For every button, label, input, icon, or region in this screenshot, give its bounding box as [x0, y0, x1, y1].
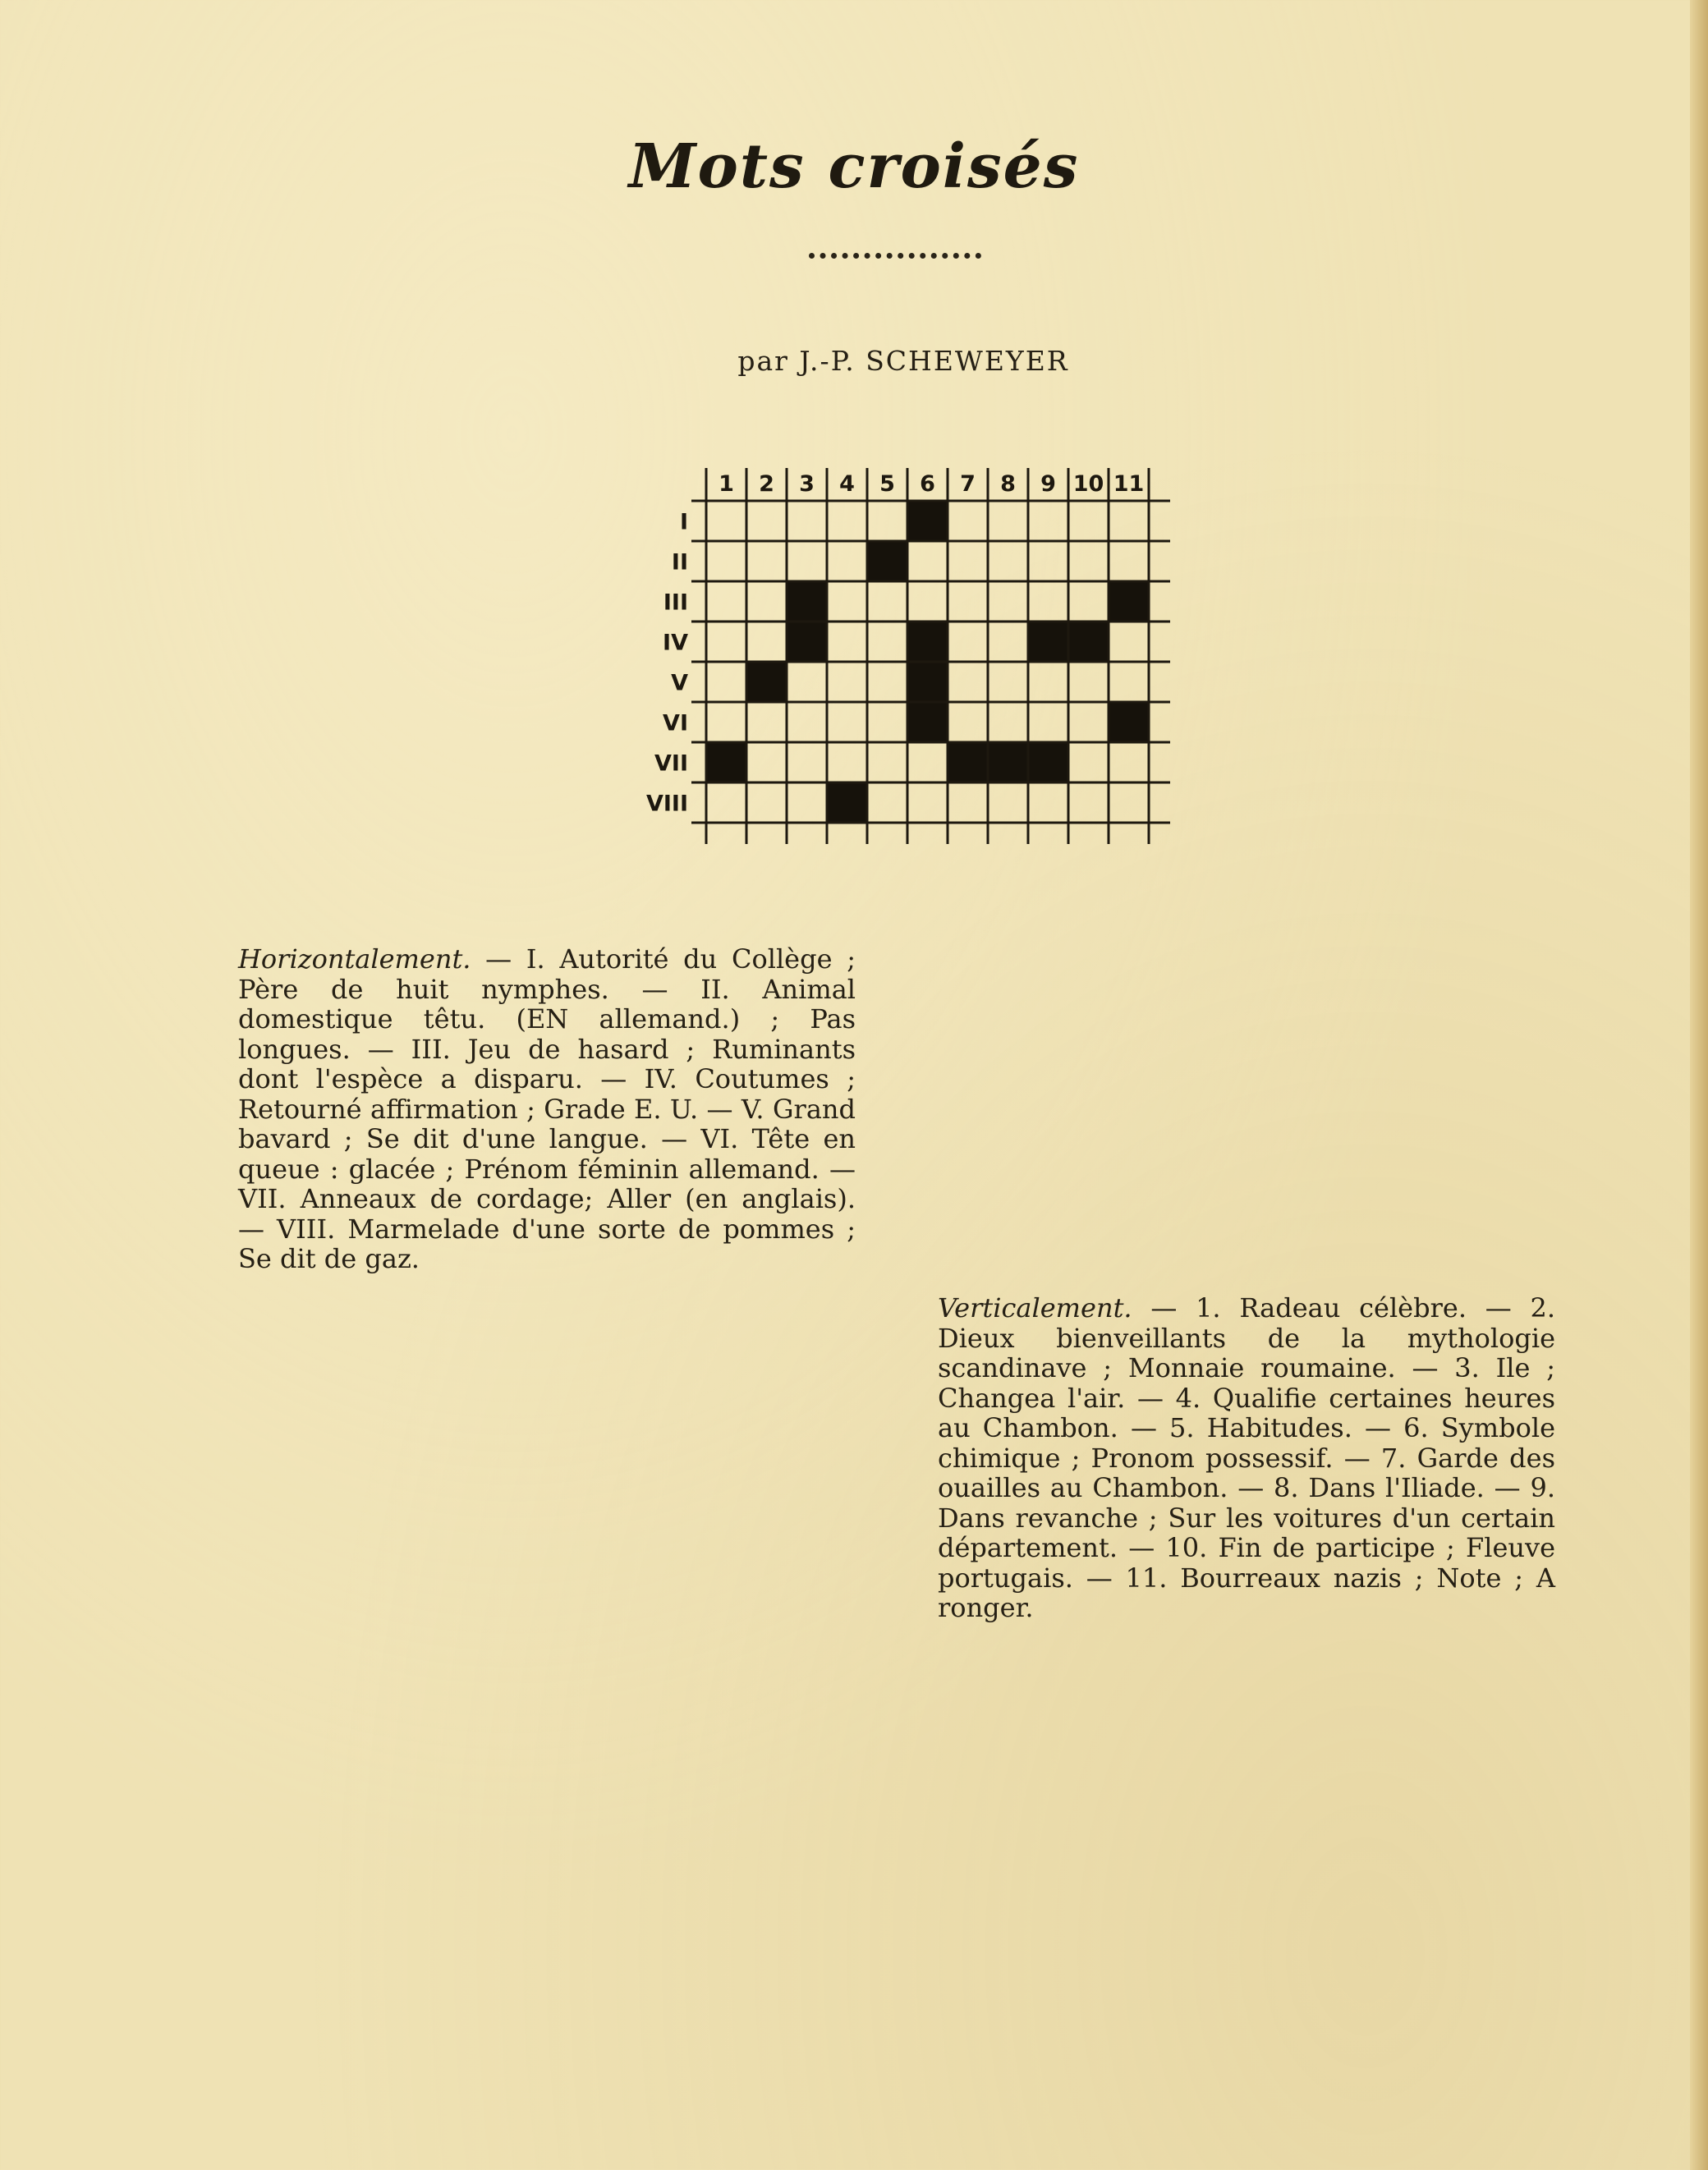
black-cell-r7-c1 [707, 743, 746, 782]
row-numeral: I [679, 509, 688, 535]
black-cell-r4-c10 [1069, 622, 1108, 661]
vertical-clue-text: — 1. Radeau célèbre. — 2. Dieux bienveillants de la mythologie scandinave ; Monnaie roumaine. — 3. Ile ; Changea l'air. — 4. Qualifie certaines heures au Chambon. — 5. Habitudes. — 6. Symbole chimique ; Pronom possessif. — 7. Garde des ouailles au Chambon. — 8. Dans l'Iliade. — 9. Dans revanche ; Sur les voitures d'un certain département. — 10. Fin de participe ; Fleuve portugais. — 11. Bourreaux nazis ; Note ; A ronger. [938, 1292, 1555, 1623]
black-cell-r3-c3 [787, 582, 826, 621]
black-cell-r7-c9 [1029, 743, 1068, 782]
column-number: 8 [1000, 471, 1016, 497]
page-title: Mots croisés [628, 131, 1080, 202]
row-numeral: VII [654, 750, 688, 777]
row-numeral: II [671, 549, 688, 576]
black-cell-r1-c6 [908, 502, 947, 540]
black-cell-r7-c8 [989, 743, 1027, 782]
column-number: 5 [879, 471, 895, 497]
vertical-clues [938, 1293, 1555, 1623]
page-edge [1690, 0, 1708, 2170]
black-cell-r6-c6 [908, 703, 947, 741]
black-cell-r4-c3 [787, 622, 826, 661]
black-cell-r3-c11 [1109, 582, 1148, 621]
horizontal-clue-text: — I. Autorité du Collège ; Père de huit nymphes. — II. Animal domestique têtu. (EN allemand.) ; Pas longues. — III. Jeu de hasard ; Ruminants dont l'espèce a disparu. — IV. Coutumes ; Retourné affirmation ; Grade E. U. — V. Grand bavard ; Se dit d'une langue. — VI. Tête en queue : glacée ; Prénom féminin allemand. — VII. Anneaux de cordage; Aller (en anglais). — VIII. Marmelade d'une sorte de pommes ; Se dit de gaz. [238, 943, 856, 1274]
title-divider [809, 253, 981, 259]
black-cell-r4-c9 [1029, 622, 1068, 661]
black-cell-r5-c2 [747, 663, 786, 701]
column-number: 11 [1113, 471, 1145, 497]
crossword-grid-svg [632, 460, 1174, 854]
column-number: 3 [799, 471, 815, 497]
black-cell-r6-c11 [1109, 703, 1148, 741]
crossword-grid [632, 460, 1174, 854]
horizontal-heading: Horizontalement. [238, 943, 471, 975]
column-number: 10 [1072, 471, 1104, 497]
vertical-heading: Verticalement. [938, 1292, 1132, 1324]
horizontal-clues [238, 944, 856, 1274]
row-numeral: V [671, 670, 688, 696]
column-number: 4 [839, 471, 855, 497]
row-numeral: VI [663, 710, 688, 736]
row-numeral: IV [663, 630, 688, 656]
column-number: 1 [719, 471, 734, 497]
black-cell-r2-c5 [868, 542, 907, 580]
author-byline: par J.-P. SCHEWEYER [737, 345, 1069, 377]
black-cell-r7-c7 [948, 743, 987, 782]
row-numeral: III [663, 590, 688, 616]
column-number: 9 [1040, 471, 1056, 497]
column-number: 6 [920, 471, 935, 497]
black-cell-r8-c4 [828, 783, 866, 822]
black-cell-r5-c6 [908, 663, 947, 701]
row-numeral: VIII [645, 791, 688, 817]
black-cell-r4-c6 [908, 622, 947, 661]
column-number: 7 [960, 471, 976, 497]
column-number: 2 [759, 471, 774, 497]
